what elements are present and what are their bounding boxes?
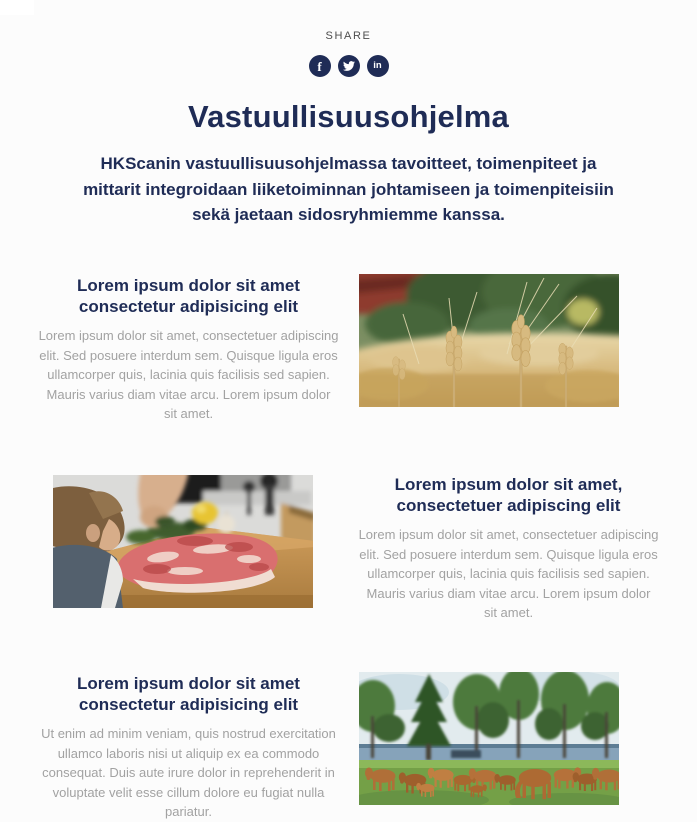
section-1-heading: Lorem ipsum dolor sit amet consectetur adipisicing elit [77,275,300,316]
twitter-share-button[interactable] [338,55,360,77]
linkedin-share-button[interactable] [367,55,389,77]
content-sections [0,274,697,822]
section-1-text [39,274,339,424]
section-1-body: Lorem ipsum dolor sit amet, consectetuer adipiscing elit. Sed posuere interdum sem. Quisque ligula eros ullamcorper quis, lacinia quis facilisis sed sapien. Mauris varius diam vitae arcu. Lorem ipsum dolor sit amet. [38,328,339,421]
page-subtitle: HKScanin vastuullisuusohjelmassa tavoitteet, toimenpiteet ja mittarit integroidaan liiketoiminnan johtamiseen ja toimenpiteisiin sekä jaetaan sidosryhmiemme kanssa. [83,154,614,224]
linkedin-icon: in [373,60,382,72]
section-3-text [39,672,339,822]
meat-preparation-photo [53,475,313,608]
share-block [0,0,697,77]
facebook-share-button[interactable] [309,55,331,77]
page-corner-artifact [0,0,34,15]
section-2-text [359,473,659,623]
share-label: SHARE [325,30,372,42]
wheat-field-photo [359,274,619,407]
section-2-body: Lorem ipsum dolor sit amet, consectetuer adipiscing elit. Sed posuere interdum sem. Quisque ligula eros ullamcorper quis, lacinia quis facilisis sed sapien. Mauris varius diam vitae arcu. Lorem ipsum dolor sit amet. [358,527,659,620]
page-title: Vastuullisuusohjelma [188,99,509,134]
share-icons-row [0,55,697,77]
twitter-icon [343,60,355,72]
section-2-heading: Lorem ipsum dolor sit amet, consectetuer adipiscing elit [394,474,623,515]
content-section-2 [39,473,659,623]
section-3-heading: Lorem ipsum dolor sit amet consectetur adipisicing elit [77,673,300,714]
content-section-1 [39,274,659,424]
facebook-icon: f [317,58,322,74]
cattle-pasture-photo [359,672,619,805]
content-section-3 [39,672,659,822]
section-3-body: Ut enim ad minim veniam, quis nostrud exercitation ullamco laboris nisi ut aliquip ex ea commodo consequat. Duis aute irure dolor in reprehenderit in voluptate velit esse cillum dolore eu fugiat nulla pariatur. [41,726,336,819]
